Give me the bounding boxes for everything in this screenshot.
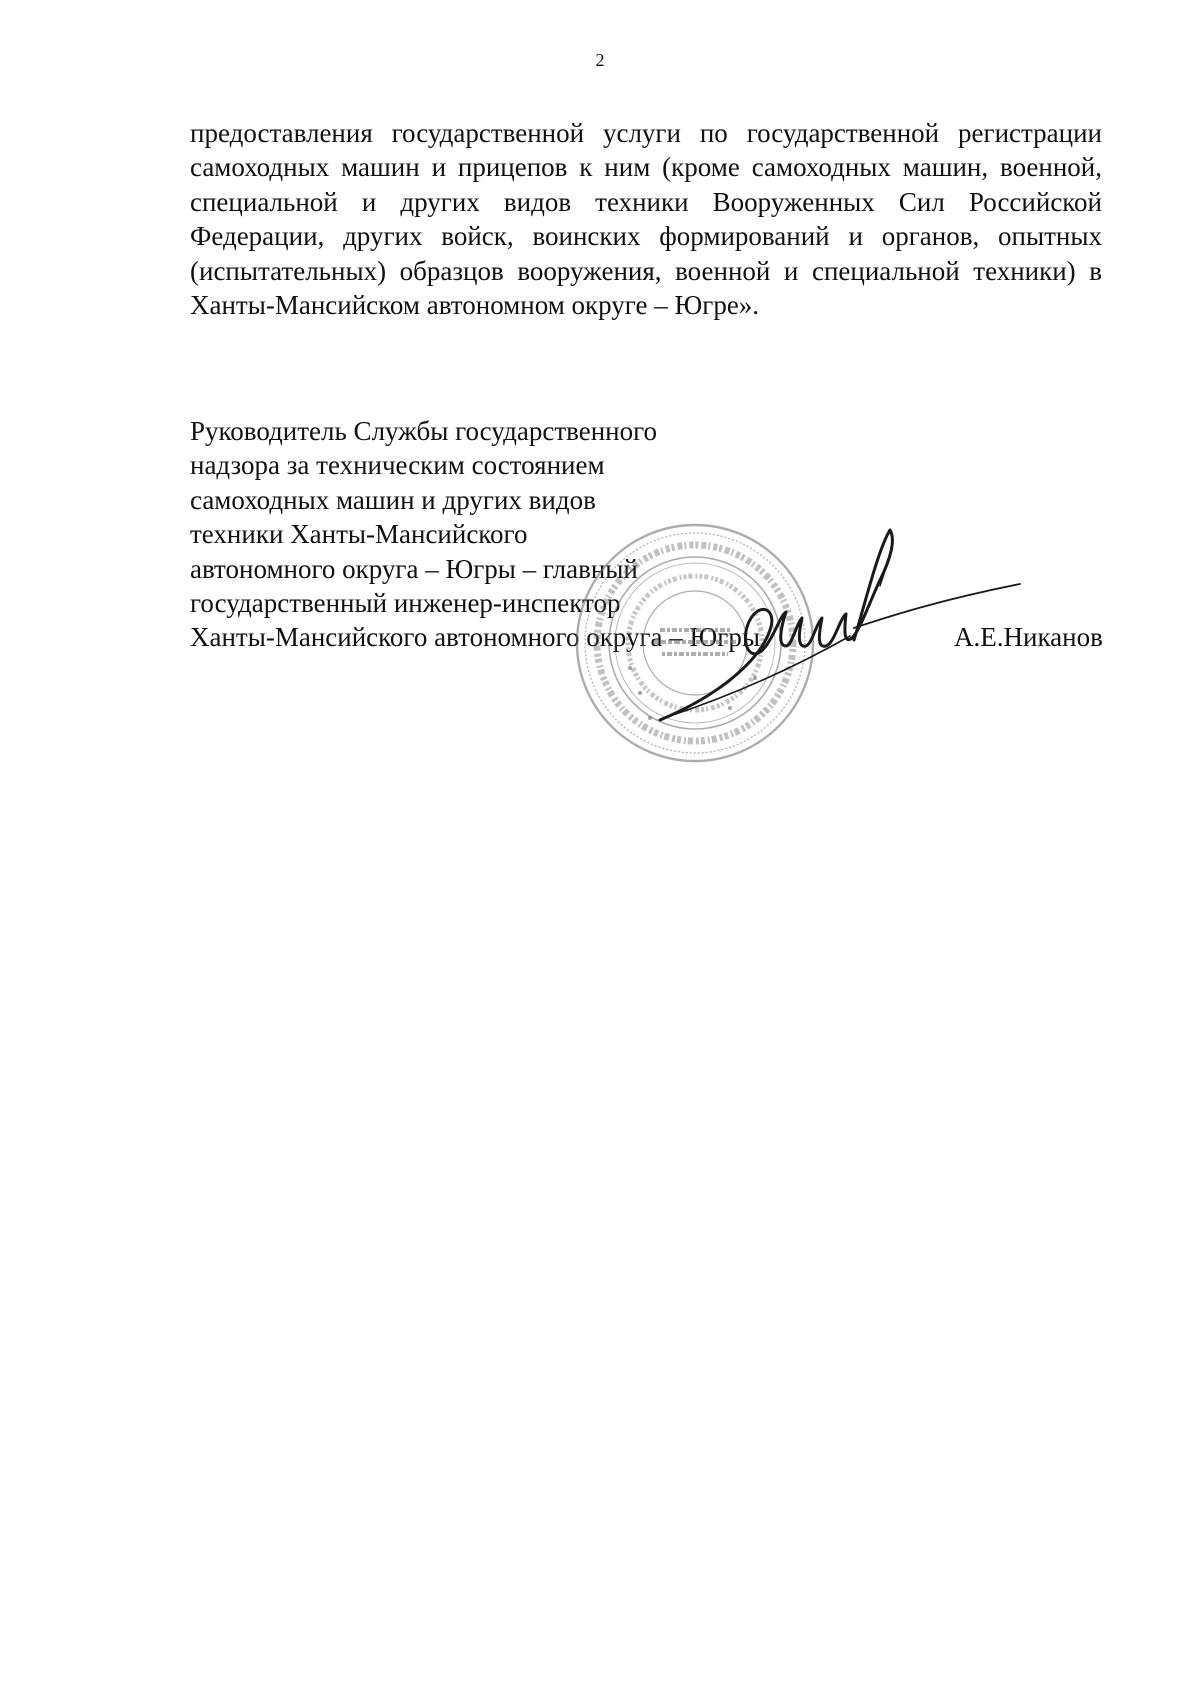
body-line: специальной и других видов техники Вооруженных Сил Российской — [190, 186, 1102, 217]
body-line: предоставления государственной услуги по государственной регистрации — [190, 118, 1102, 148]
signatory-title-line: надзора за техническим состоянием — [190, 450, 605, 481]
body-line: Ханты-Мансийском автономном округе – Югре». — [190, 290, 760, 321]
signer-name: А.Е.Никанов — [954, 622, 1103, 652]
signatory-title-line: автономного округа – Югры – главный — [190, 553, 638, 584]
body-text — [190, 116, 1102, 322]
signatory-title-line: Руководитель Службы государственного — [190, 416, 657, 446]
signatory-title-line: самоходных машин и других видов — [190, 484, 596, 515]
signatory-title-line: государственный инженер-инспектор — [190, 588, 621, 619]
body-line: Федерации, других войск, воинских формирований и органов, опытных — [190, 221, 1102, 252]
body-line: самоходных машин и прицепов к ним (кроме самоходных машин, военной, — [190, 152, 1102, 183]
signatory-title-line: Ханты-Мансийского автономного округа – Югры — [190, 622, 760, 653]
page-number: 2 — [595, 50, 605, 70]
body-line: (испытательных) образцов вооружения, военной и специальной техники) в — [190, 255, 1102, 286]
handwritten-signature — [640, 520, 1040, 740]
signatory-title-line: техники Ханты-Мансийского — [190, 519, 528, 550]
